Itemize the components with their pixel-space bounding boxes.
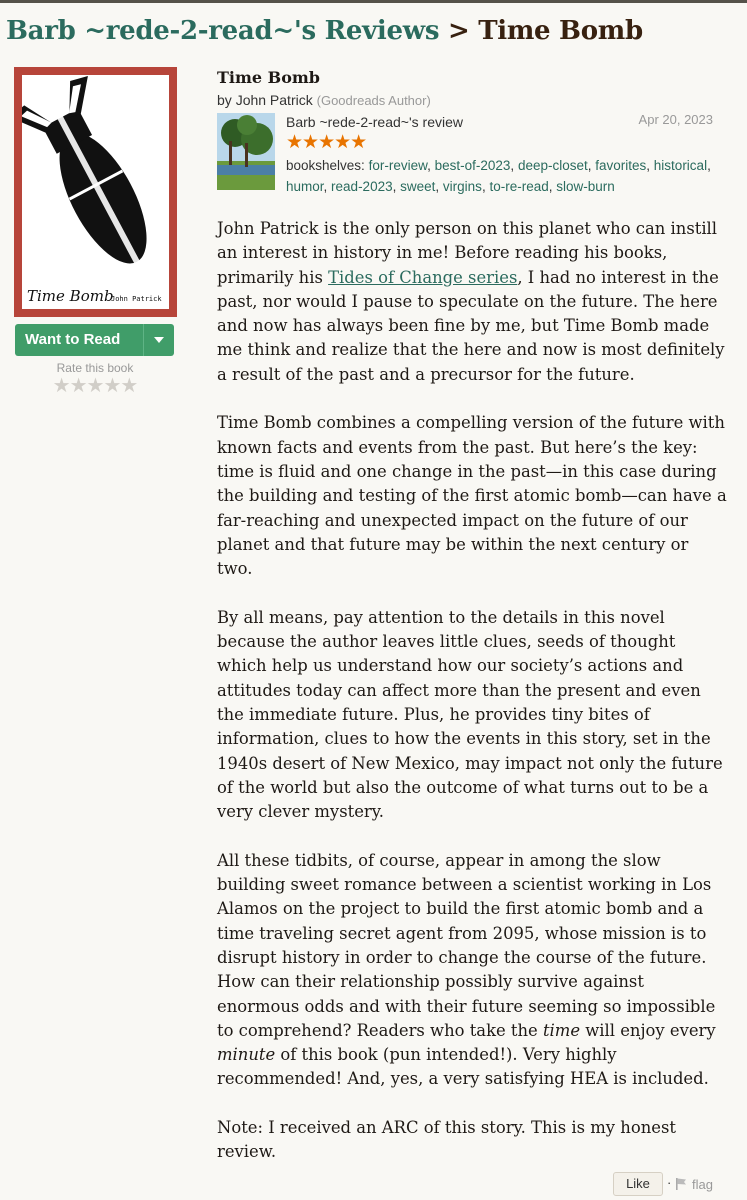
cover-title-text: Time Bomb [27,287,114,305]
heading-book-title[interactable]: Time Bomb [478,16,643,46]
bookshelves: bookshelves: for-review, best-of-2023, deep-closet, favorites, historical, humor, read-2023, sweet, virgins, to-re-read, slow-burn [286,158,711,194]
cover-author-text: John Patrick [111,295,162,303]
review-text-run: , I had no interest in the past, nor would I pause to speculate on the future. The here and now has always been fine by me, but Time Bomb made me think and realize that the here and now is most definitely a result of the past and a precursor for the future. [217,267,725,384]
goodreads-author-badge: (Goodreads Author) [316,93,431,108]
shelf-link[interactable]: virgins [442,179,482,194]
bookshelves-label: bookshelves: [286,158,365,173]
rate-stars-input[interactable]: ★★★★★ [52,373,138,397]
reviewer-avatar[interactable] [217,113,275,190]
shelf-link[interactable]: to-re-read [489,179,549,194]
book-cover-art [22,75,169,309]
shelf-link[interactable]: humor [286,179,324,194]
like-button[interactable]: Like [613,1172,663,1196]
emphasis-text: minute [217,1045,276,1065]
shelf-link[interactable]: favorites [595,158,647,173]
shelf-link[interactable]: read-2023 [331,179,393,194]
top-bar [0,0,747,3]
review-paragraph [217,849,727,1092]
review-paragraph: Note: I received an ARC of this story. This is my honest review. [217,1117,676,1162]
review-text-run: will enjoy every [580,1020,716,1040]
emphasis-text: time [542,1020,581,1040]
flag-icon[interactable] [674,1177,688,1191]
shelf-link[interactable]: historical [653,158,708,173]
book-title[interactable]: Time Bomb [217,68,320,87]
want-to-read-button[interactable]: Want to Read [25,331,121,348]
reviewer-name-link[interactable]: Barb ~rede-2-read~'s review [286,114,463,130]
review-text [217,217,727,1189]
author-line [217,92,431,108]
review-text-run: of this book (pun intended!). Very highly recommended! And, yes, a very satisfying HEA is included. [217,1045,709,1089]
page-heading [6,16,643,46]
book-cover[interactable] [14,67,177,317]
shelf-link[interactable]: slow-burn [556,179,615,194]
footer-separator: · [667,1175,672,1190]
review-paragraph: By all means, pay attention to the details in this novel because the author leaves little clues, seeds of thought which help us understand how our society’s actions and attitudes today can affect more than the present and even the immediate future. Plus, he provides tiny bites of information, clues to how the events in this story, set in the 1940s desert of New Mexico, may impact not only the future of the world but also the outcome of what turns out to be a very clever mystery. [217,607,723,822]
shelf-link[interactable]: best-of-2023 [434,158,511,173]
rate-this-book-label: Rate this book [56,361,134,375]
avatar-landscape-image [217,113,275,190]
review-rating-stars: ★★★★★ [286,131,367,153]
reviewer-reviews-link[interactable]: Barb ~rede-2-read~'s Reviews [6,16,440,46]
breadcrumb-separator: > [447,16,470,46]
want-to-read-control [15,324,174,356]
review-text-run: All these tidbits, of course, appear in among the slow building sweet romance between a scientist working in Los Alamos on the project to build the first atomic bomb and a time traveling secret agent from 2095, whose mission is to disrupt history in order to change the course of the future. How can their relationship possibly survive against enormous odds and with their future seeming so impossible to comprehend? Readers who take the [217,850,716,1040]
shelf-link[interactable]: for-review [368,158,428,173]
shelf-link[interactable]: sweet [400,179,436,194]
review-text-run: John Patrick is the only person on this planet who can instill an interest in history in me! Before reading his books, primarily his [217,219,718,287]
review-date[interactable]: Apr 20, 2023 [638,112,713,127]
author-link[interactable]: John Patrick [235,92,313,108]
shelf-dropdown-chevron-icon[interactable] [143,324,174,356]
bomb-illustration [22,75,169,309]
by-text: by [217,92,232,108]
review-paragraph [217,217,727,387]
tides-of-change-series-link[interactable]: Tides of Change series [328,267,518,287]
flag-link[interactable]: flag [692,1177,713,1192]
review-paragraph: Time Bomb combines a compelling version of the future with known facts and events from the past. But here’s the key: time is fluid and one change in the past—in this case during the building and testing of the first atomic bomb—can have a far-reaching and unexpected impact on the future of our planet and that future may be within the next century or two. [217,413,727,579]
shelf-link[interactable]: deep-closet [517,158,588,173]
